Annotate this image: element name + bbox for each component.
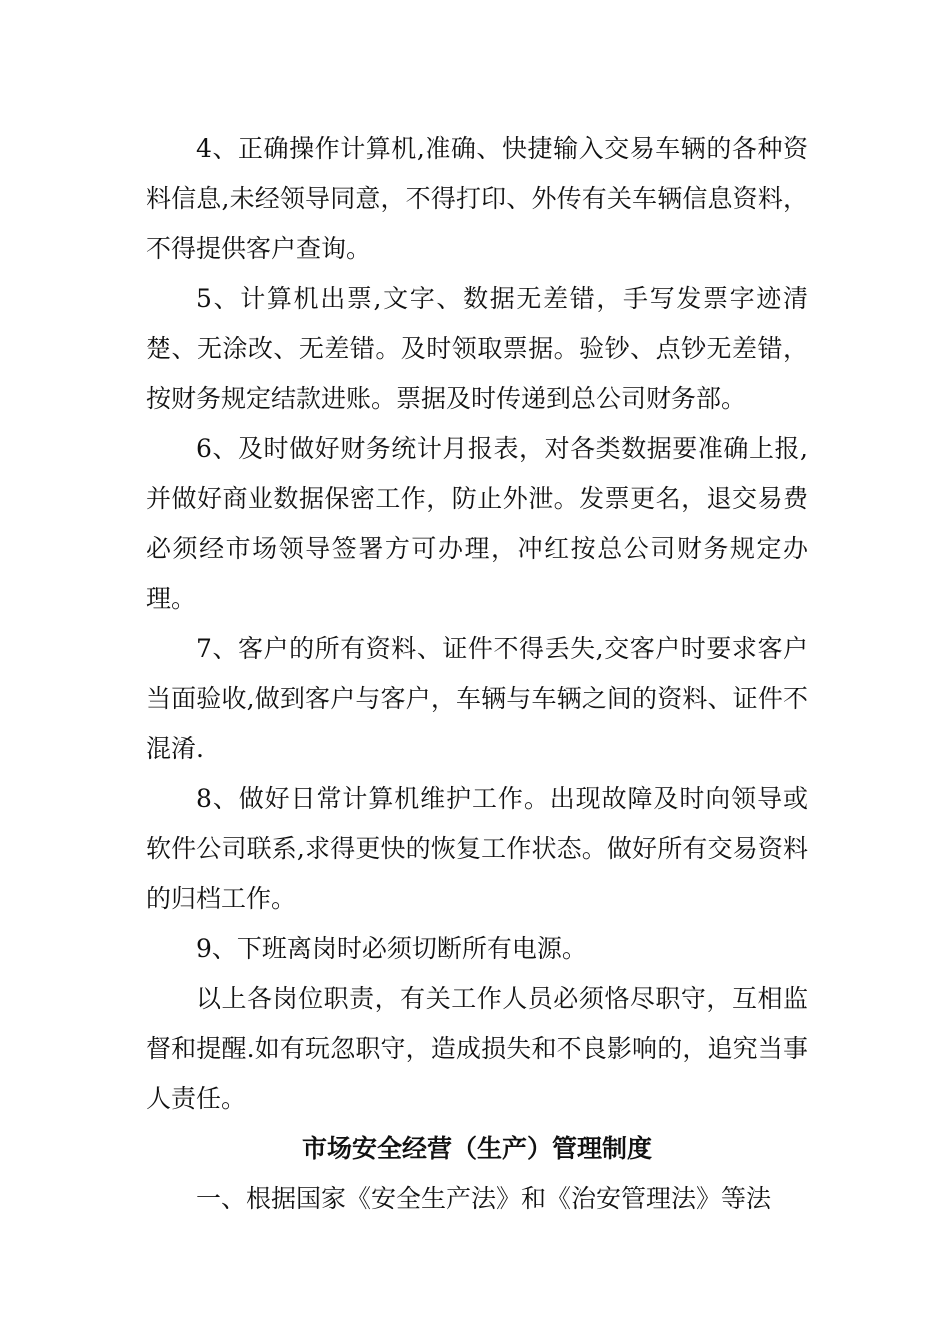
paragraph-section-1: 一、根据国家《安全生产法》和《治安管理法》等法 <box>196 1184 772 1213</box>
paragraph-item-5: 5、计算机出票,文字、数据无差错，手写发票字迹清楚、无涂改、无差错。及时领取票据。验钞、点钞无差错，按财务规定结款进账。票据及时传递到总公司财务部。 <box>146 284 808 413</box>
paragraph-item-7: 7、客户的所有资料、证件不得丢失,交客户时要求客户当面验收,做到客户与客户，车辆与车辆之间的资料、证件不混淆. <box>146 634 808 763</box>
paragraph-item-6: 6、及时做好财务统计月报表，对各类数据要准确上报,并做好商业数据保密工作，防止外泄。发票更名，退交易费必须经市场领导签署方可办理，冲红按总公司财务规定办理。 <box>146 434 808 613</box>
paragraph-item-4: 4、正确操作计算机,准确、快捷输入交易车辆的各种资料信息,未经领导同意，不得打印、外传有关车辆信息资料，不得提供客户查询。 <box>146 134 808 263</box>
paragraph-summary: 以上各岗位职责，有关工作人员必须恪尽职守，互相监督和提醒.如有玩忽职守，造成损失和不良影响的，追究当事人责任。 <box>146 984 808 1113</box>
paragraph-item-9: 9、下班离岗时必须切断所有电源。 <box>196 934 587 963</box>
section-title: 市场安全经营（生产）管理制度 <box>301 1134 652 1163</box>
document-body <box>146 124 808 1224</box>
paragraph-item-8: 8、做好日常计算机维护工作。出现故障及时向领导或软件公司联系,求得更快的恢复工作状态。做好所有交易资料的归档工作。 <box>146 784 808 913</box>
